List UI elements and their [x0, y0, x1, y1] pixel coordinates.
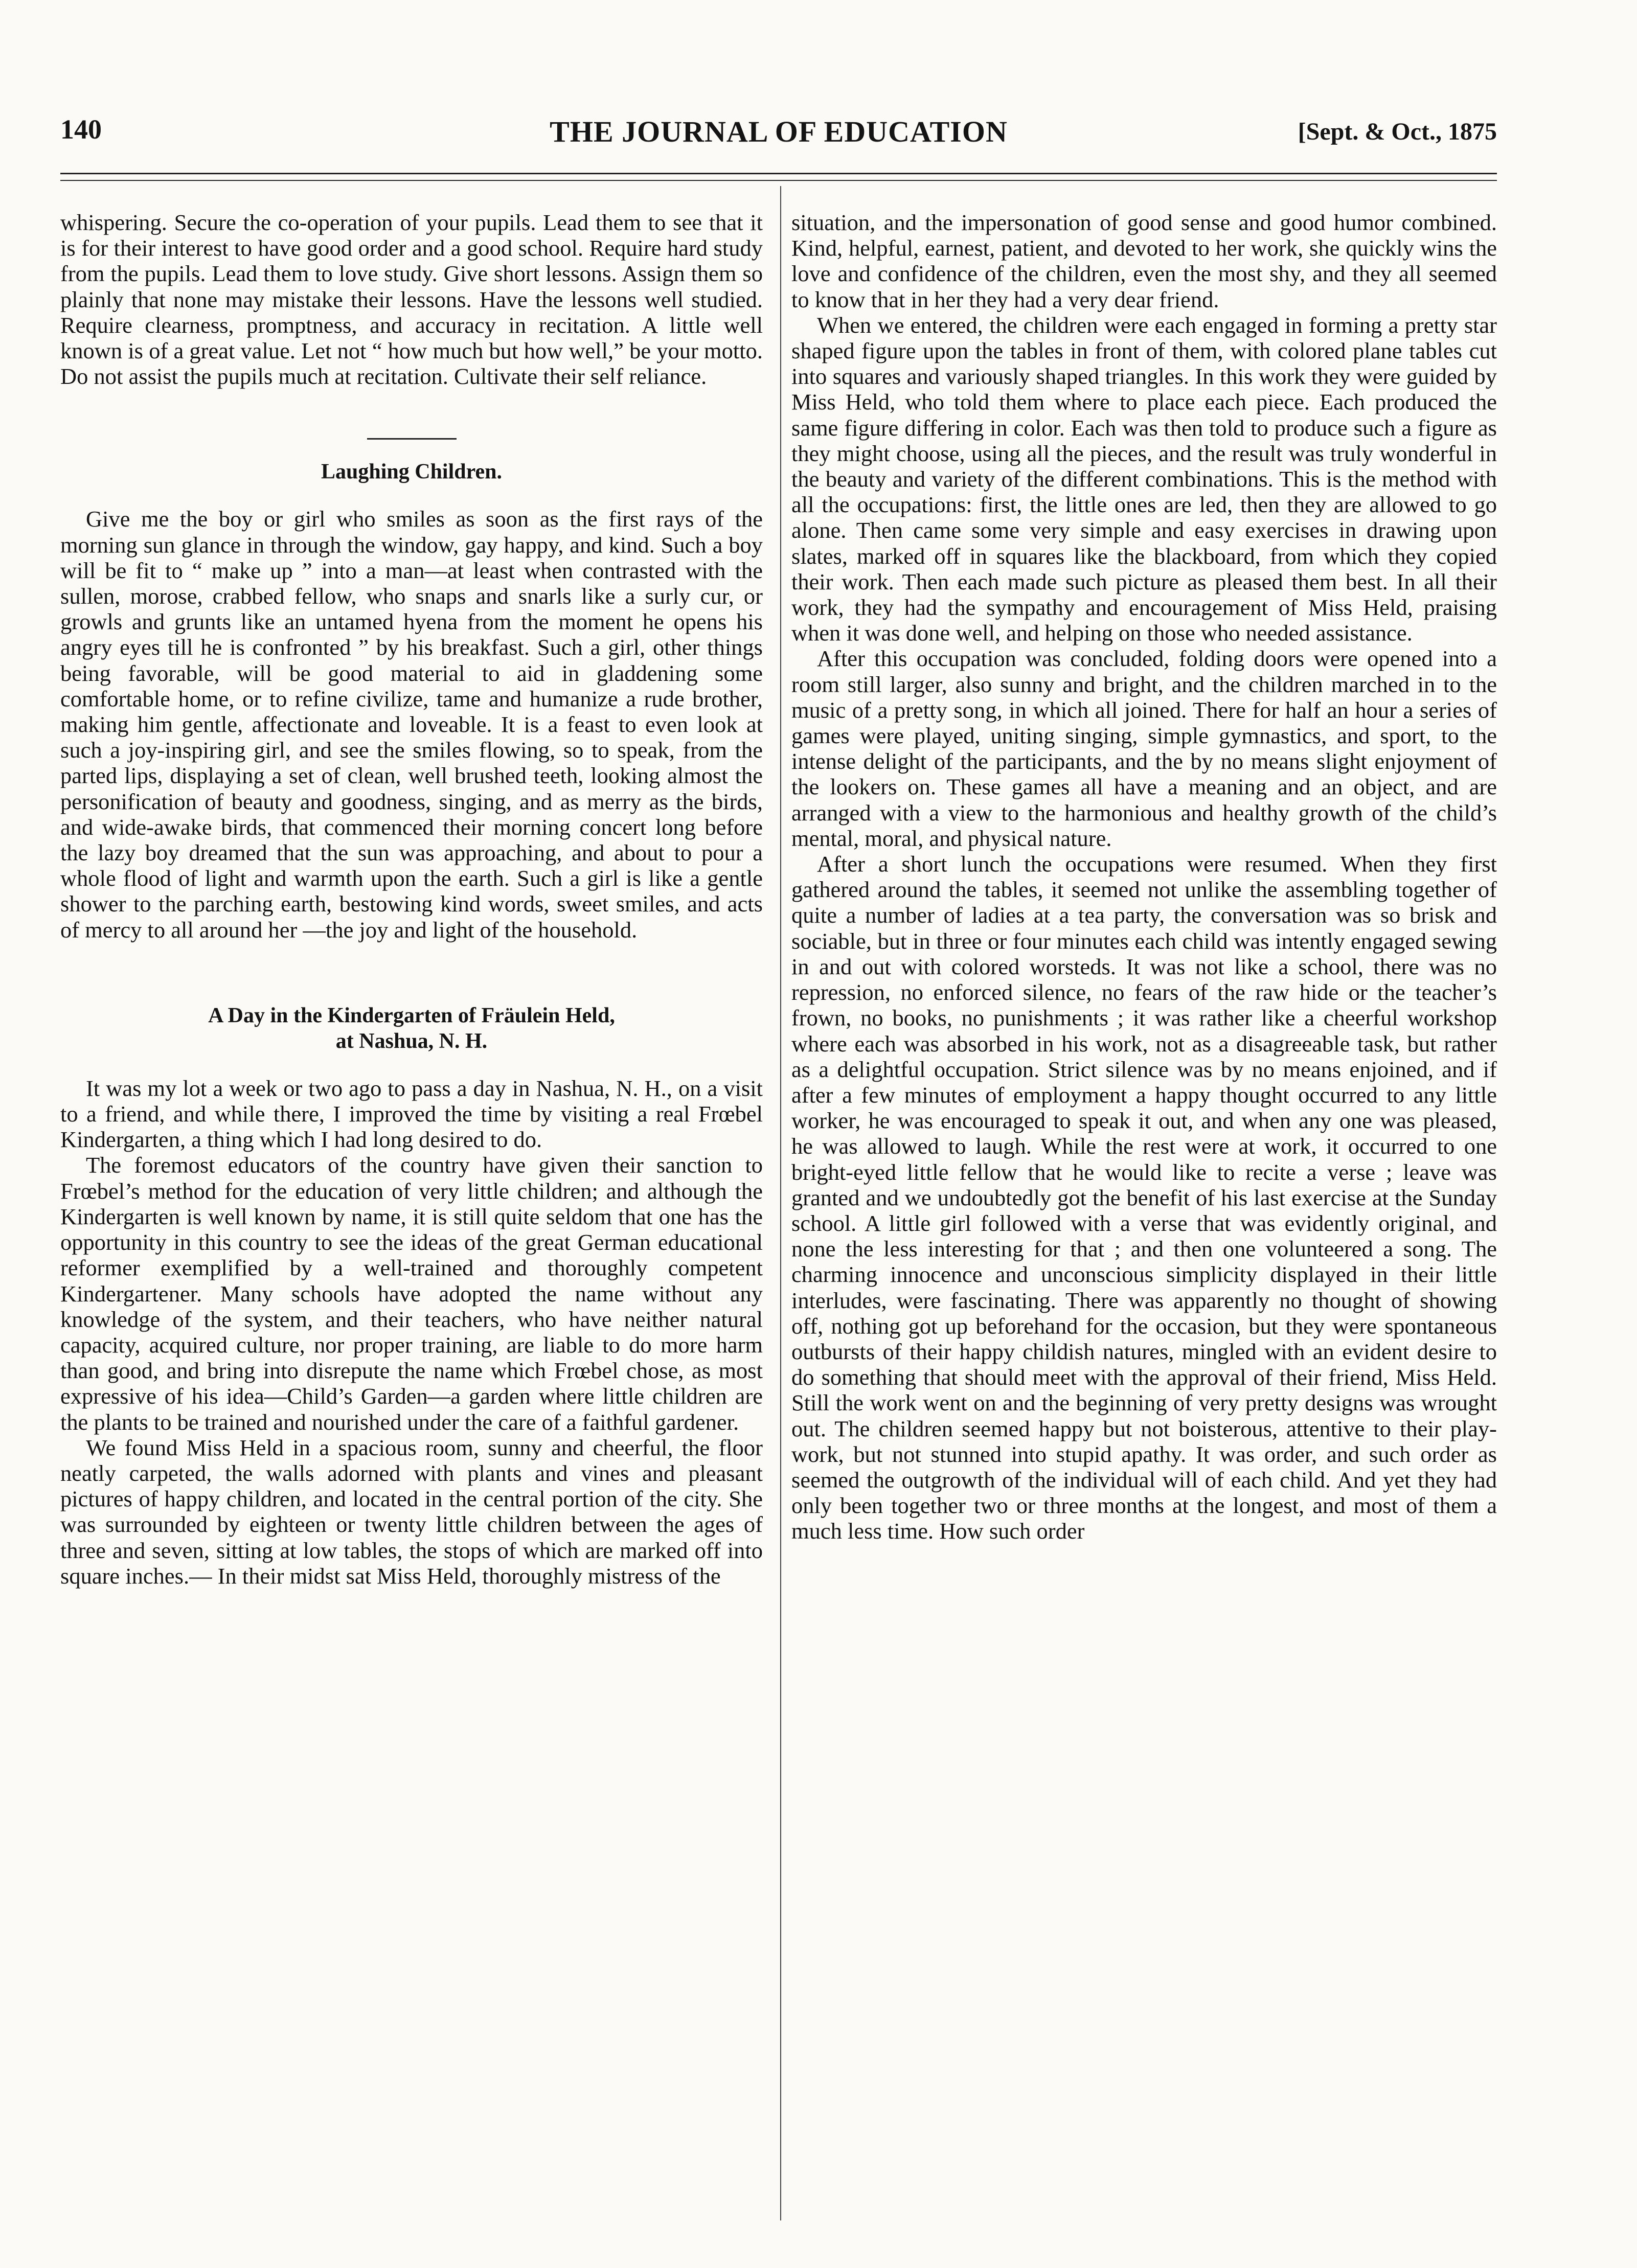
article-paragraph: We found Miss Held in a spacious room, sunny and cheerful, the floor neatly carpeted, the walls adorned with plants and vines and pleasant pictures of happy children, and located in the central portion of the city. She was surrounded by eighteen or twenty little children between the ages of three and seven, sitting at low tables, the stops of which are marked off into square inches.— In their midst sat Miss Held, thoroughly mistress of the: [60, 1434, 763, 1589]
column-divider: [780, 186, 781, 2220]
header-rule: [60, 180, 1497, 181]
continued-paragraph: situation, and the impersonation of good sense and good humor combined. Kind, helpful, earnest, patient, and devoted to her work, she quickly wins the love and confidence of the children, even the most shy, and they all seemed to know that in her they had a very dear friend.: [791, 210, 1497, 312]
article-paragraph: When we entered, the children were each engaged in forming a pretty star shaped figure upon the tables in front of them, with colored plane tables cut into squares and variously shaped triangles. In this work they were guided by Miss Held, who told them where to place each piece. Each produced the same figure differing in color. Each was then told to produce such a figure as they might choose, using all the pieces, and the result was truly wonderful in the beauty and variety of the different combinations. This is the method with all the occupations: first, the little ones are led, then they are allowed to go alone. Then came some very simple and easy exercises in drawing upon slates, marked off in squares like the blackboard, from which they copied their work. Then each made such picture as pleased them best. In all their work, they had the sympathy and encouragement of Miss Held, praising when it was done well, and helping on those who needed assistance.: [791, 312, 1497, 646]
section-divider: [367, 438, 457, 440]
left-column: [60, 210, 763, 1589]
issue-date: [Sept. & Oct., 1875: [1298, 118, 1497, 145]
continued-paragraph: whispering. Secure the co-operation of your pupils. Lead them to see that it is for their interest to have good order and a good school. Require hard study from the pupils. Lead them to love study. Give short lessons. Assign them so plainly that none may mistake their lessons. Have the lessons well studied. Require clearness, promptness, and accuracy in recitation. A little well known is of a great value. Let not “ how much but how well,” be your motto. Do not assist the pupils much at recitation. Cultivate their self reliance.: [60, 210, 763, 390]
article-title-kindergarten: [60, 1003, 763, 1054]
article-paragraph: Give me the boy or girl who smiles as soon as the first rays of the morning sun glance in through the window, gay happy, and kind. Such a boy will be fit to “ make up ” into a man—at least when contrasted with the sullen, morose, crabbed fellow, who snaps and snarls like a surly cur, or growls and grunts like an untamed hyena from the moment he opens his angry eyes till he is confronted ” by his breakfast. Such a girl, other things being favorable, will be good material to aid in gladdening some comfortable home, or to refine civilize, tame and humanize a rude brother, making him gentle, affectionate and loveable. It is a feast to even look at such a joy-inspiring girl, and see the smiles flowing, so to speak, from the parted lips, displaying a set of clean, well brushed teeth, looking almost the personification of beauty and goodness, singing, and as merry as the birds, and wide-awake birds, that commenced their morning concert long before the lazy boy dreamed that the sun was approaching, and about to pour a whole flood of light and warmth upon the earth. Such a girl is like a gentle shower to the parching earth, bestowing kind words, sweet smiles, and acts of mercy to all around her —the joy and light of the household.: [60, 506, 763, 943]
right-column: [791, 210, 1497, 1544]
article-title-line: at Nashua, N. H.: [335, 1029, 488, 1053]
journal-title: THE JOURNAL OF EDUCATION: [550, 115, 1008, 148]
article-title-laughing-children: Laughing Children.: [321, 460, 503, 484]
article-paragraph: It was my lot a week or two ago to pass a day in Nashua, N. H., on a visit to a friend, and while there, I improved the time by visiting a real Frœbel Kindergarten, a thing which I had long desired to do.: [60, 1075, 763, 1153]
page-header: [60, 113, 1497, 154]
article-title-line: A Day in the Kindergarten of Fräulein Held,: [208, 1003, 615, 1027]
article-paragraph: The foremost educators of the country have given their sanction to Frœbel’s method for the education of very little children; and although the Kindergarten is well known by name, it is still quite seldom that one has the opportunity in this country to see the ideas of the great German educational reformer exemplified by a well-trained and thoroughly competent Kindergartener. Many schools have adopted the name without any knowledge of the system, and their teachers, who have neither natural capacity, acquired culture, nor proper training, are liable to do more harm than good, and bring into disrepute the name which Frœbel chose, as most expressive of his idea—Child’s Garden—a garden where little children are the plants to be trained and nourished under the care of a faithful gardener.: [60, 1152, 763, 1435]
header-rule: [60, 173, 1497, 174]
article-paragraph: After this occupation was concluded, folding doors were opened into a room still larger, also sunny and bright, and the children marched in to the music of a pretty song, in which all joined. There for half an hour a series of games were played, uniting singing, simple gymnastics, and sport, to the intense delight of the participants, and the by no means slight enjoyment of the lookers on. These games all have a meaning and an object, and are arranged with a view to the harmonious and healthy growth of the child’s mental, moral, and physical nature.: [791, 646, 1497, 851]
page-number: 140: [60, 114, 102, 145]
article-paragraph: After a short lunch the occupations were resumed. When they first gathered around the tables, it seemed not unlike the assembling together of quite a number of ladies at a tea party, the conversation was so brisk and sociable, but in three or four minutes each child was intently engaged sewing in and out with colored worsteds. It was not like a school, there was no repression, no enforced silence, no fears of the raw hide or the teacher’s frown, no books, no punishments ; it was rather like a cheerful workshop where each was absorbed in his work, not as a disagreeable task, but rather as a delightful occupation. Strict silence was by no means enjoined, and if after a few minutes of employment a happy thought occurred to any little worker, he was encouraged to speak it out, and when any one was pleased, he was allowed to laugh. While the rest were at work, it occurred to one bright-eyed little fellow that he would like to recite a verse ; leave was granted and we undoubtedly got the benefit of his last exercise at the Sunday school. A little girl followed with a verse that was evidently original, and none the less interesting for that ; and then one volunteered a song. The charming innocence and unconscious simplicity displayed in their little interludes, were fascinating. There was apparently no thought of showing off, nothing got up beforehand for the occasion, but they were spontaneous outbursts of their happy childish natures, mingled with an evident desire to do something that should meet with the approval of their friend, Miss Held. Still the work went on and the beginning of very pretty designs was wrought out. The children seemed happy but not boisterous, attentive to their play-work, but not stunned into stupid apathy. It was order, and such order as seemed the outgrowth of the individual will of each child. And yet they had only been together two or three months at the longest, and most of them a much less time. How such order: [791, 851, 1497, 1544]
